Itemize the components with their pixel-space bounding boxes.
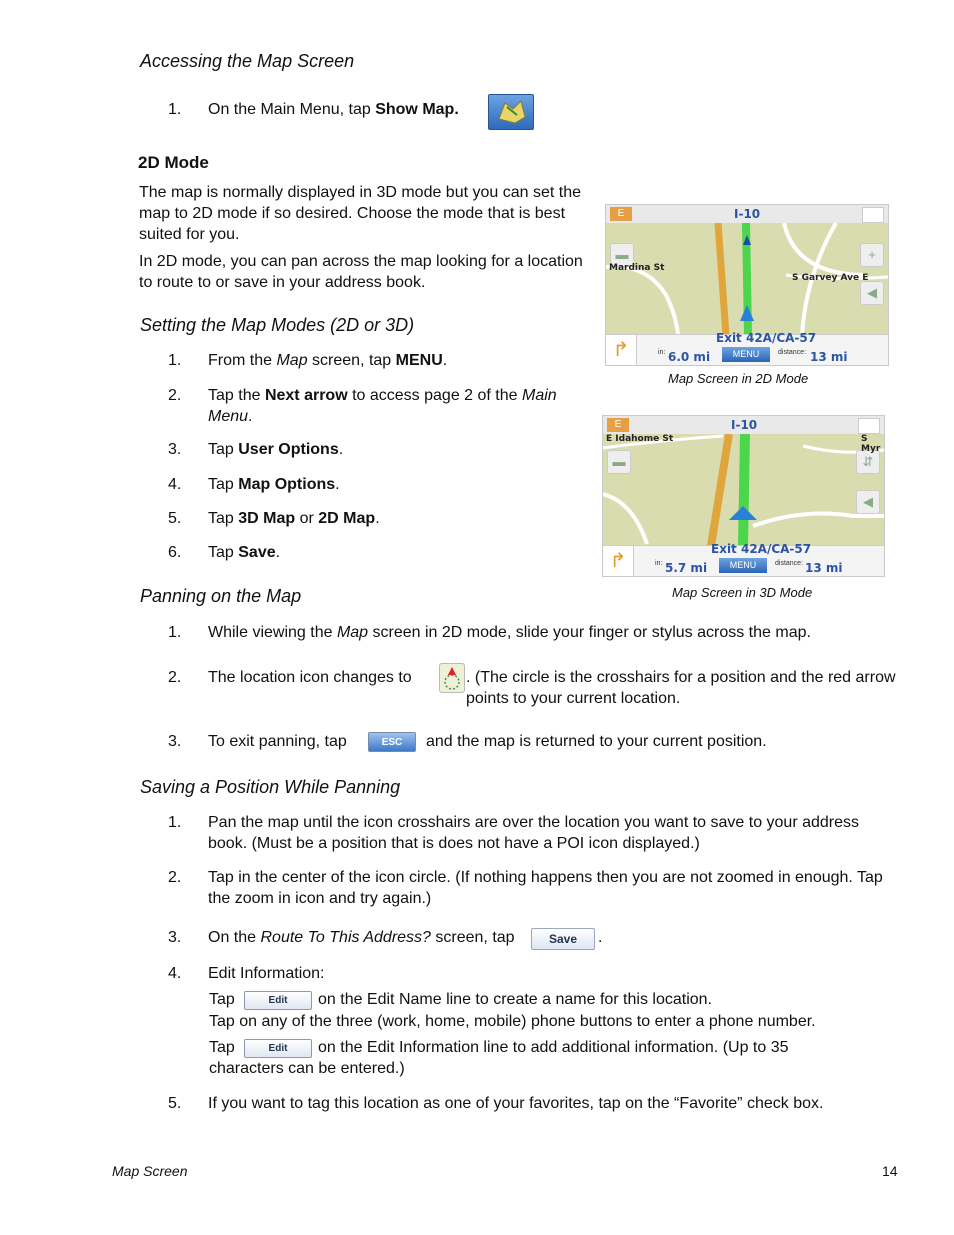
exit-label: Exit 42A/CA-57 xyxy=(711,542,812,556)
zoom-out-icon: ▬ xyxy=(610,243,634,267)
list-number: 5. xyxy=(168,1095,182,1112)
heading-indicator: E xyxy=(610,207,632,221)
section-title-panning: Panning on the Map xyxy=(140,586,302,606)
list-number: 1. xyxy=(168,624,182,641)
volume-icon: ◀ xyxy=(856,490,880,514)
edit-information-button: Edit xyxy=(244,1039,312,1058)
map-screenshot-2d xyxy=(605,204,889,366)
section-title-saving: Saving a Position While Panning xyxy=(140,777,401,797)
footer-section-name: Map Screen xyxy=(112,1163,188,1179)
edit-name-text: on the Edit Name line to create a name for this location. xyxy=(318,991,712,1008)
road-label: S Garvey Ave E xyxy=(792,273,869,283)
esc-button: ESC xyxy=(368,732,416,752)
saving-step-3: On the Route To This Address? screen, tap xyxy=(208,929,515,946)
show-map-icon xyxy=(488,94,534,130)
panning-step-2-line1: The location icon changes to xyxy=(208,669,412,686)
caption-3d: Map Screen in 3D Mode xyxy=(672,585,813,600)
setting-step-5: Tap 3D Map or 2D Map. xyxy=(208,510,380,527)
saving-step-5: If you want to tag this location as one of your favorites, tap on the “Favorite” check box. xyxy=(208,1095,824,1112)
edit-information-text: on the Edit Information line to add additional information. (Up to 35 characters can be entered.) xyxy=(209,1039,789,1077)
signal-icon xyxy=(858,418,880,434)
list-number: 1. xyxy=(168,101,182,118)
mode2d-paragraph-2: In 2D mode, you can pan across the map looking for a location to route to or save in your address book. xyxy=(139,253,583,291)
panning-step-1: While viewing the Map screen in 2D mode, slide your finger or stylus across the map. xyxy=(208,624,811,641)
zoom-out-icon: ▬ xyxy=(607,450,631,474)
saving-step-4: Edit Information: xyxy=(208,965,325,982)
accessing-step-1: On the Main Menu, tap Show Map. xyxy=(208,101,459,118)
list-number: 1. xyxy=(168,352,182,369)
setting-step-2: Tap the Next arrow to access page 2 of the Main Menu. xyxy=(208,387,557,425)
distance-value: 13 mi xyxy=(810,350,848,364)
list-number: 2. xyxy=(168,387,182,404)
turn-arrow-icon: ↱ xyxy=(603,546,634,576)
setting-step-4: Tap Map Options. xyxy=(208,476,340,493)
section-title-setting-modes: Setting the Map Modes (2D or 3D) xyxy=(140,315,415,335)
exit-label: Exit 42A/CA-57 xyxy=(716,331,817,345)
heading-indicator: E xyxy=(607,418,629,432)
turn-arrow-icon: ↱ xyxy=(606,335,637,365)
panning-step-3-pre: To exit panning, tap xyxy=(208,733,347,750)
tap-label: Tap xyxy=(209,991,235,1008)
highway-label: I-10 xyxy=(731,418,758,432)
list-number: 2. xyxy=(168,869,182,886)
in-label: in: xyxy=(655,560,663,567)
volume-icon: ◀ xyxy=(860,281,884,305)
setting-step-3: Tap User Options. xyxy=(208,441,344,458)
distance-label: distance: xyxy=(775,560,804,567)
map-menu-button: MENU xyxy=(719,558,767,573)
saving-step-2: Tap in the center of the icon circle. (If nothing happens then you are not zoomed in enough. Tap the zoom in icon and try again.) xyxy=(208,869,883,907)
list-number: 3. xyxy=(168,929,182,946)
in-value: 6.0 mi xyxy=(668,350,711,364)
page-number: 14 xyxy=(882,1163,898,1179)
distance-value: 13 mi xyxy=(805,561,843,575)
highway-label: I-10 xyxy=(734,207,761,221)
road-label: E Idahome St xyxy=(606,434,674,444)
list-number: 5. xyxy=(168,510,182,527)
list-number: 4. xyxy=(168,476,182,493)
location-crosshair-icon xyxy=(439,663,465,693)
zoom-in-icon: + xyxy=(860,243,884,267)
road-label: Mardina St xyxy=(609,263,665,273)
list-number: 2. xyxy=(168,669,182,686)
saving-step-3-end: . xyxy=(598,929,603,946)
section-title-2d-mode: 2D Mode xyxy=(138,153,209,172)
list-number: 1. xyxy=(168,814,182,831)
list-number: 6. xyxy=(168,544,182,561)
tap-label: Tap xyxy=(209,1039,235,1056)
phone-buttons-text: Tap on any of the three (work, home, mobile) phone buttons to enter a phone number. xyxy=(209,1013,816,1030)
tilt-icon: ⇵ xyxy=(856,450,880,474)
map-screenshot-3d xyxy=(602,415,885,577)
list-number: 4. xyxy=(168,965,182,982)
distance-label: distance: xyxy=(778,349,807,356)
setting-step-6: Tap Save. xyxy=(208,544,281,561)
save-button: Save xyxy=(531,928,595,950)
saving-step-1: Pan the map until the icon crosshairs are over the location you want to save to your address book. (Must be a position that is does not have a POI icon displayed.) xyxy=(208,814,860,852)
in-value: 5.7 mi xyxy=(665,561,708,575)
list-number: 3. xyxy=(168,441,182,458)
map-menu-button: MENU xyxy=(722,347,770,362)
caption-2d: Map Screen in 2D Mode xyxy=(668,371,809,386)
edit-name-button: Edit xyxy=(244,991,312,1010)
signal-icon xyxy=(862,207,884,223)
panning-step-3-post: and the map is returned to your current position. xyxy=(426,733,767,750)
section-title-accessing: Accessing the Map Screen xyxy=(140,51,355,71)
in-label: in: xyxy=(658,349,666,356)
list-number: 3. xyxy=(168,733,182,750)
setting-step-1: From the Map screen, tap MENU. xyxy=(208,352,448,369)
road-label: S Myr xyxy=(861,434,881,454)
panning-step-2-text: . (The circle is the crosshairs for a position and the red arrow points to your current location. xyxy=(466,669,896,707)
mode2d-paragraph-1: The map is normally displayed in 3D mode but you can set the map to 2D mode if so desired. Choose the mode that is best suited for you. xyxy=(139,184,582,243)
